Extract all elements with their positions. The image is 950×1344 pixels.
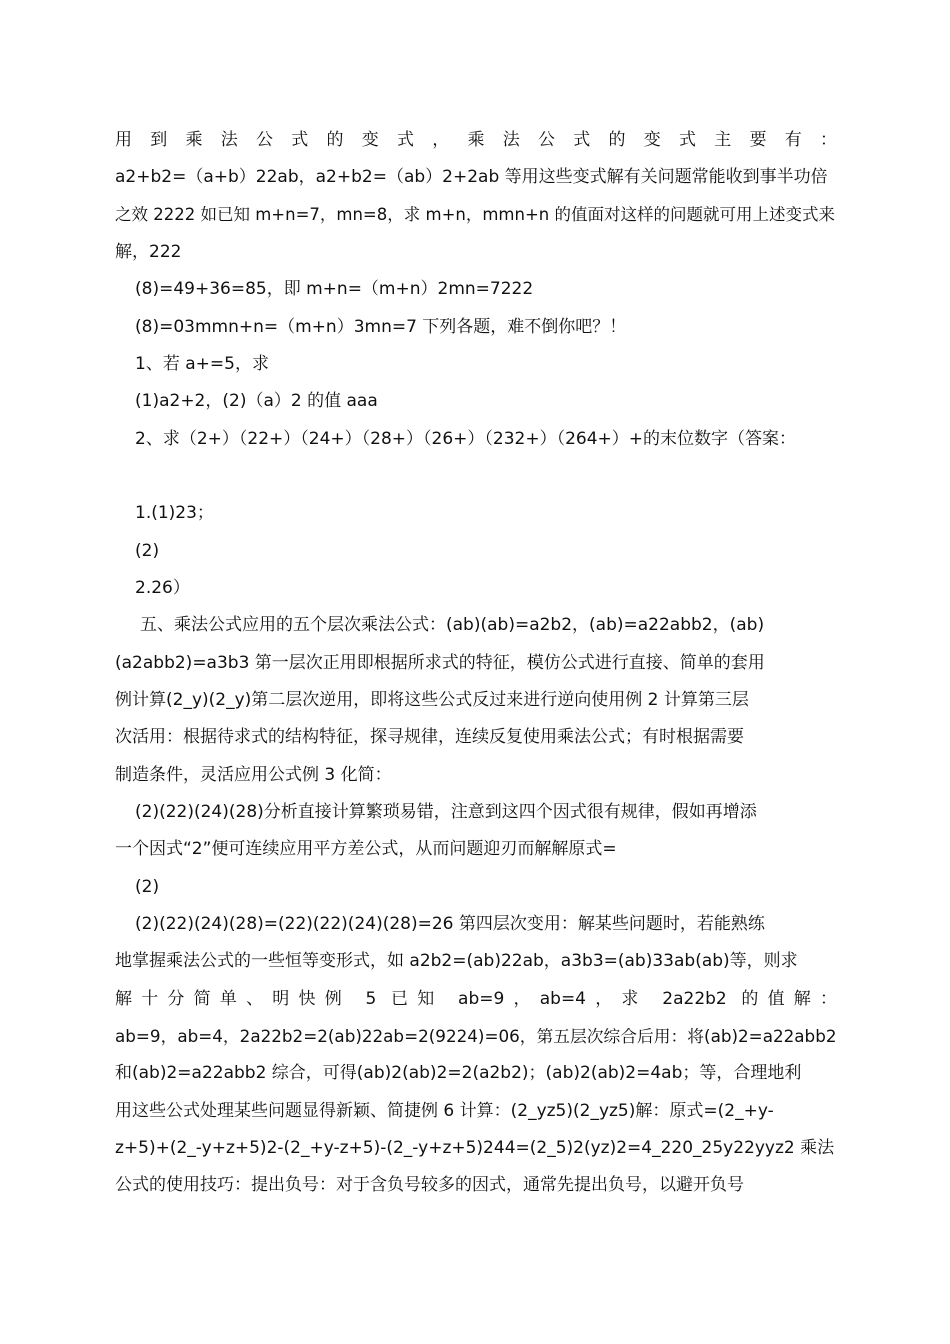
text-line: 一个因式“2”便可连续应用平方差公式，从而问题迎刃而解解原式= [115, 839, 617, 859]
text-line: (8)=03mmn+n=（m+n）3mn=7 下列各题，难不倒你吧？！ [135, 317, 627, 337]
text-line: 次活用：根据待求式的结构特征，探寻规律，连续反复使用乘法公式；有时根据需要 [115, 727, 744, 747]
text-line: 地掌握乘法公式的一些恒等变形式，如 a2b2=(ab)22ab，a3b3=(ab)33ab(ab)等，则求 [115, 951, 798, 971]
text-line: (2)(22)(24)(28)=(22)(22)(24)(28)=26 第四层次变用：解某些问题时，若能熟练 [135, 914, 765, 934]
section-heading-line: 五、乘法公式应用的五个层次乘法公式：(ab)(ab)=a2b2，(ab)=a22abb2，(ab) [140, 615, 765, 635]
text-line: ab=9，ab=4，2a22b2=2(ab)22ab=2(9224)=06，第五层次综合后用：将(ab)2=a22abb2 [115, 1026, 837, 1046]
text-line: 2、求（2+）（22+）（24+）（28+）（26+）（232+）（264+）+的末位数字（答案： [135, 429, 797, 449]
text-line: (1)a2+2，(2)（a）2 的值 aaa [135, 391, 378, 411]
text-line: 解，222 [115, 242, 182, 262]
text-line: 例计算(2_y)(2_y)第二层次逆用，即将这些公式反过来进行逆向使用例 2 计算第三层 [115, 690, 749, 710]
text-line: (a2abb2)=a3b3 第一层次正用即根据所求式的特征，模仿公式进行直接、简单的套用 [115, 653, 765, 673]
answer-line: (2) [135, 541, 160, 561]
text-line: z+5)+(2_-y+z+5)2-(2_+y-z+5)-(2_-y+z+5)244=(2_5)2(yz)2=4_220_25y22yyz2 乘法 [115, 1138, 835, 1158]
text-line: 和(ab)2=a22abb2 综合，可得(ab)2(ab)2=2(a2b2)；(ab)2(ab)2=4ab；等，合理地利 [115, 1063, 802, 1083]
text-line: 解十分简单、明快例 5 已知 ab=9，ab=4，求 2a22b2 的值解： [115, 989, 837, 1009]
text-line: 用到乘法公式的变式，乘法公式的变式主要有： [115, 130, 837, 150]
text-line: 制造条件，灵活应用公式例 3 化简： [115, 765, 392, 785]
text-line: 公式的使用技巧：提出负号：对于含负号较多的因式，通常先提出负号，以避开负号 [115, 1175, 744, 1195]
text-line: (2)(22)(24)(28)分析直接计算繁琐易错，注意到这四个因式很有规律，假如再增添 [135, 802, 757, 822]
text-line: 用这些公式处理某些问题显得新颖、简捷例 6 计算：(2_yz5)(2_yz5)解：原式=(2_+y- [115, 1101, 774, 1121]
text-line: a2+b2=（a+b）22ab，a2+b2=（ab）2+2ab 等用这些变式解有关问题常能收到事半功倍 [115, 167, 828, 187]
text-line: 之效 2222 如已知 m+n=7，mn=8，求 m+n，mmn+n 的值面对这样的问题就可用上述变式来 [115, 205, 835, 224]
answer-line: 1.(1)23； [135, 503, 214, 523]
text-line: (2) [135, 877, 160, 897]
answer-line: 2.26） [135, 578, 190, 598]
text-line: (8)=49+36=85，即 m+n=（m+n）2mn=7222 [135, 279, 534, 299]
text-line: 1、若 a+=5，求 [135, 354, 269, 374]
